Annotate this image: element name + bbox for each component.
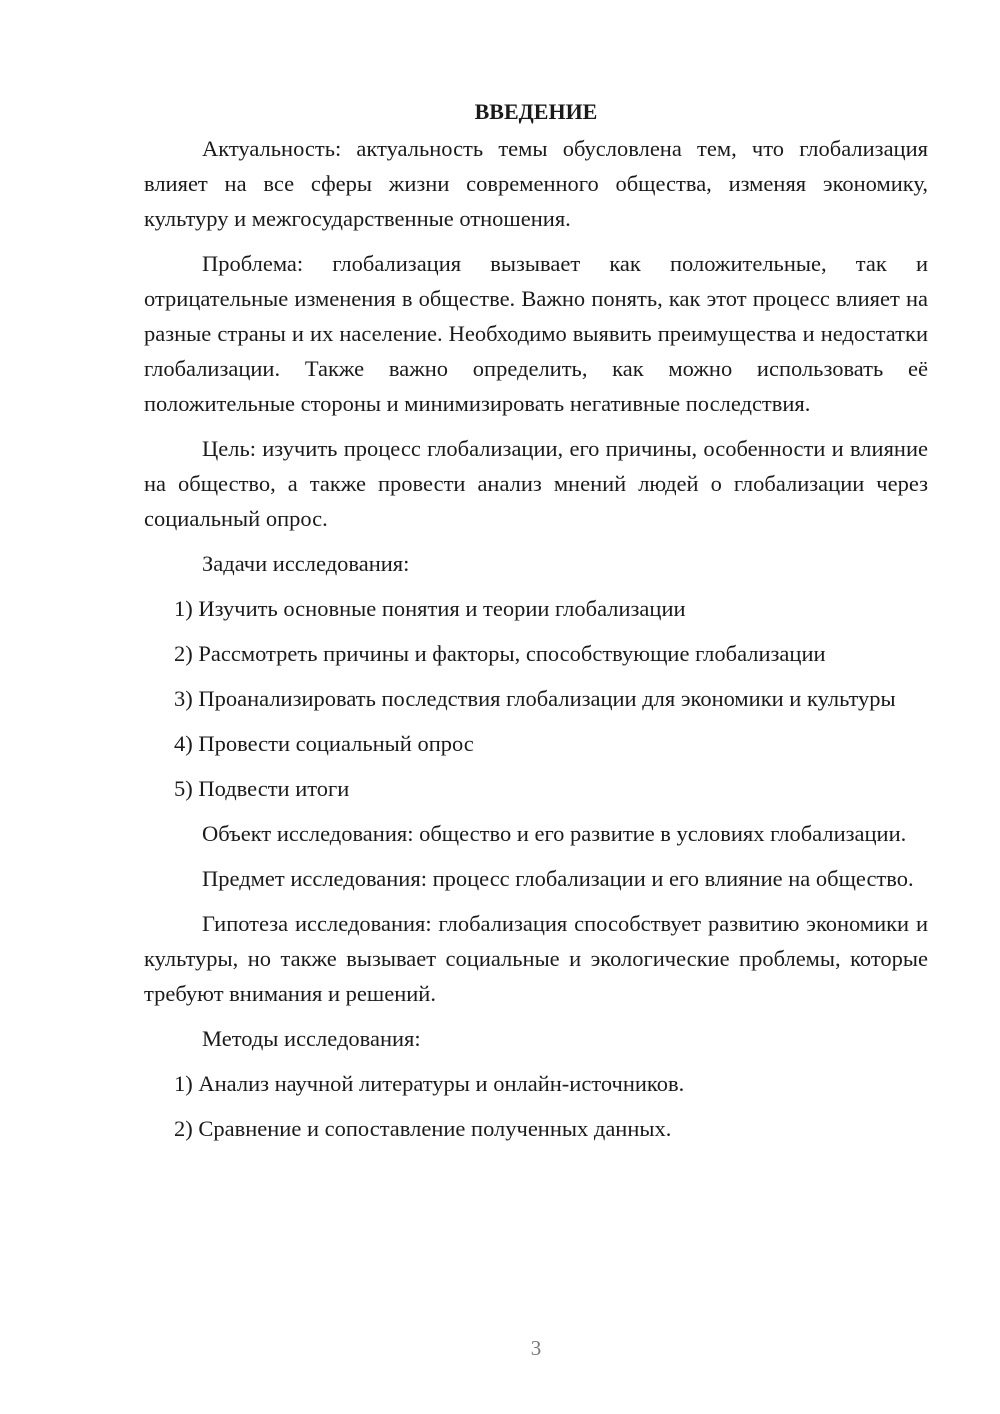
task-item-2: 2) Рассмотреть причины и факторы, способствующие глобализации [174, 641, 826, 666]
method-item-2: 2) Сравнение и сопоставление полученных данных. [174, 1116, 672, 1141]
problem-paragraph: Проблема: глобализация вызывает как положительные, так и отрицательные изменения в обществе. Важно понять, как этот процесс влияет на разные страны и их население. Необходимо выявить преимущества и недостатки глобализации. Также важно определить, как можно использовать её положительные стороны и минимизировать негативные последствия. [144, 251, 928, 416]
tasks-heading: Задачи исследования: [202, 551, 410, 576]
hypothesis-paragraph: Гипотеза исследования: глобализация способствует развитию экономики и культуры, но также вызывает социальные и экологические проблемы, которые требуют внимания и решений. [144, 911, 928, 1006]
relevance-paragraph: Актуальность: актуальность темы обусловлена тем, что глобализация влияет на все сферы жизни современного общества, изменяя экономику, культуру и межгосударственные отношения. [144, 136, 928, 231]
page-number: 3 [530, 1336, 542, 1360]
task-item-3: 3) Проанализировать последствия глобализации для экономики и культуры [174, 686, 896, 711]
document-page [144, 95, 928, 1156]
goal-paragraph: Цель: изучить процесс глобализации, его причины, особенности и влияние на общество, а также провести анализ мнений людей о глобализации через социальный опрос. [144, 436, 928, 531]
task-item-5: 5) Подвести итоги [174, 776, 350, 801]
methods-heading: Методы исследования: [202, 1026, 421, 1051]
object-paragraph: Объект исследования: общество и его развитие в условиях глобализации. [202, 821, 907, 846]
task-item-1: 1) Изучить основные понятия и теории глобализации [174, 596, 686, 621]
subject-paragraph: Предмет исследования: процесс глобализации и его влияние на общество. [202, 866, 914, 891]
section-heading: ВВЕДЕНИЕ [474, 99, 598, 124]
method-item-1: 1) Анализ научной литературы и онлайн-источников. [174, 1071, 685, 1096]
task-item-4: 4) Провести социальный опрос [174, 731, 474, 756]
